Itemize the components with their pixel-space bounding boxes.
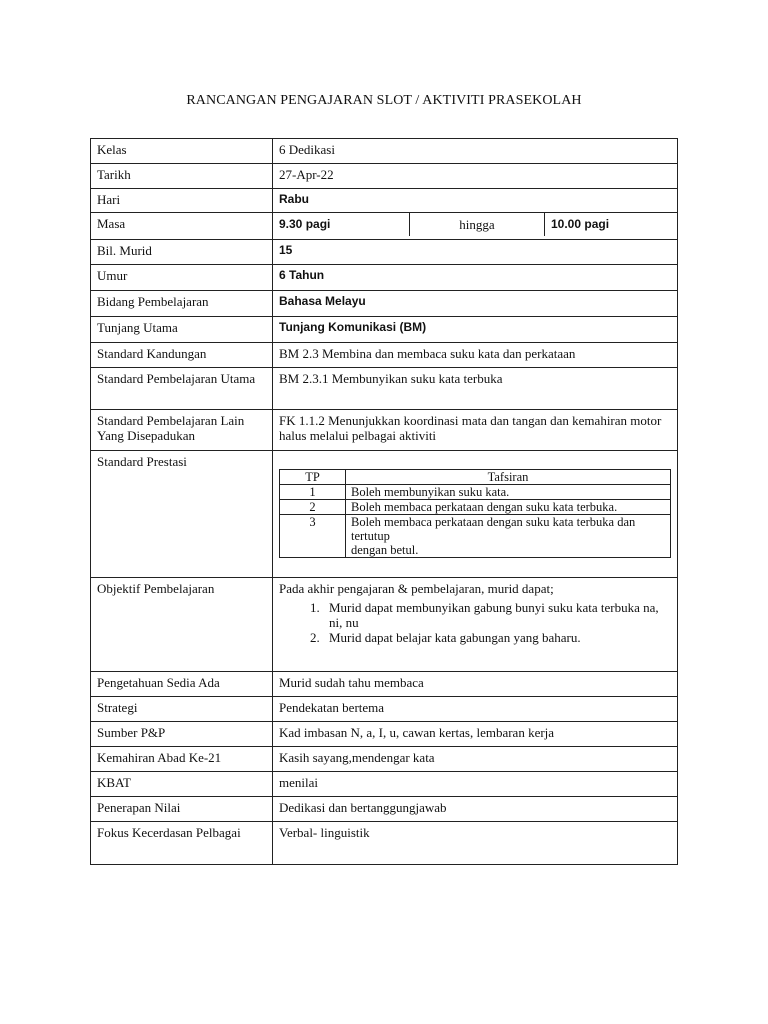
- label-fokus: Fokus Kecerdasan Pelbagai: [91, 822, 273, 865]
- label-sumber: Sumber P&P: [91, 722, 273, 747]
- value-standard-prestasi: [273, 451, 678, 578]
- tp-description: Boleh membunyikan suku kata.: [346, 485, 671, 500]
- row-tarikh: [91, 164, 678, 189]
- objektif-intro: Pada akhir pengajaran & pembelajaran, murid dapat;: [279, 581, 554, 596]
- value-kbat: menilai: [273, 772, 678, 797]
- masa-separator: hingga: [410, 213, 545, 236]
- value-pengetahuan: Murid sudah tahu membaca: [273, 672, 678, 697]
- label-pengetahuan: Pengetahuan Sedia Ada: [91, 672, 273, 697]
- objektif-item: 2. Murid dapat belajar kata gabungan yang baharu.: [323, 630, 671, 645]
- lesson-plan-table: [90, 138, 678, 865]
- label-hari: Hari: [91, 189, 273, 213]
- value-bil-murid: 15: [273, 240, 678, 265]
- value-standard-pembelajaran-utama: BM 2.3.1 Membunyikan suku kata terbuka: [273, 368, 678, 410]
- tp-level: 1: [280, 485, 346, 500]
- label-umur: Umur: [91, 265, 273, 291]
- value-strategi: Pendekatan bertema: [273, 697, 678, 722]
- value-standard-pembelajaran-lain: FK 1.1.2 Menunjukkan koordinasi mata dan tangan dan kemahiran motor halus melalui pelbagai aktiviti: [273, 410, 678, 451]
- label-strategi: Strategi: [91, 697, 273, 722]
- row-nilai: [91, 797, 678, 822]
- label-kbat: KBAT: [91, 772, 273, 797]
- label-kemahiran: Kemahiran Abad Ke-21: [91, 747, 273, 772]
- document-title: RANCANGAN PENGAJARAN SLOT / AKTIVITI PRASEKOLAH: [186, 93, 582, 108]
- row-pengetahuan: [91, 672, 678, 697]
- tp-description: Boleh membaca perkataan dengan suku kata terbuka.: [346, 500, 671, 515]
- objektif-list: [279, 600, 671, 645]
- row-masa: [91, 213, 678, 240]
- label-objektif: Objektif Pembelajaran: [91, 578, 273, 672]
- label-masa: Masa: [91, 213, 273, 240]
- label-tunjang: Tunjang Utama: [91, 317, 273, 343]
- row-tunjang: [91, 317, 678, 343]
- label-kelas: Kelas: [91, 139, 273, 164]
- label-standard-kandungan: Standard Kandungan: [91, 343, 273, 368]
- row-strategi: [91, 697, 678, 722]
- standard-prestasi-table: [279, 469, 671, 558]
- value-tunjang: Tunjang Komunikasi (BM): [273, 317, 678, 343]
- value-masa: [273, 213, 678, 240]
- tp-description-line: dengan betul.: [351, 543, 419, 557]
- label-standard-pembelajaran-lain: Standard Pembelajaran Lain Yang Disepadukan: [91, 410, 273, 451]
- row-objektif: [91, 578, 678, 672]
- row-hari: [91, 189, 678, 213]
- tp-row: [280, 485, 671, 500]
- row-fokus: [91, 822, 678, 865]
- value-umur: 6 Tahun: [273, 265, 678, 291]
- masa-subtable: [273, 213, 677, 236]
- tp-level: 2: [280, 500, 346, 515]
- value-standard-kandungan: BM 2.3 Membina dan membaca suku kata dan perkataan: [273, 343, 678, 368]
- row-sumber: [91, 722, 678, 747]
- value-nilai: Dedikasi dan bertanggungjawab: [273, 797, 678, 822]
- masa-end: 10.00 pagi: [545, 213, 678, 236]
- row-kemahiran: [91, 747, 678, 772]
- value-kemahiran: Kasih sayang,mendengar kata: [273, 747, 678, 772]
- tp-level: 3: [280, 515, 346, 558]
- value-kelas: 6 Dedikasi: [273, 139, 678, 164]
- row-kbat: [91, 772, 678, 797]
- tp-row: [280, 500, 671, 515]
- tp-header-row: [280, 470, 671, 485]
- label-bil-murid: Bil. Murid: [91, 240, 273, 265]
- value-sumber: Kad imbasan N, a, I, u, cawan kertas, lembaran kerja: [273, 722, 678, 747]
- masa-start: 9.30 pagi: [279, 217, 331, 231]
- value-fokus: Verbal- linguistik: [273, 822, 678, 865]
- value-bidang: Bahasa Melayu: [273, 291, 678, 317]
- row-bil-murid: [91, 240, 678, 265]
- row-standard-pembelajaran-utama: [91, 368, 678, 410]
- value-tarikh: 27-Apr-22: [273, 164, 678, 189]
- row-standard-pembelajaran-lain: [91, 410, 678, 451]
- tp-row: [280, 515, 671, 558]
- label-standard-prestasi: Standard Prestasi: [91, 451, 273, 578]
- tp-description-line: Boleh membaca perkataan dengan suku kata terbuka dan tertutup: [351, 515, 636, 543]
- label-standard-pembelajaran-utama: Standard Pembelajaran Utama: [91, 368, 273, 410]
- row-umur: [91, 265, 678, 291]
- row-standard-kandungan: [91, 343, 678, 368]
- label-nilai: Penerapan Nilai: [91, 797, 273, 822]
- objektif-item: 1. Murid dapat membunyikan gabung bunyi suku kata terbuka na, ni, nu: [323, 600, 671, 630]
- tafsiran-header: Tafsiran: [346, 470, 671, 485]
- value-objektif: [273, 578, 678, 672]
- tp-description: [346, 515, 671, 558]
- value-hari: Rabu: [273, 189, 678, 213]
- label-tarikh: Tarikh: [91, 164, 273, 189]
- row-standard-prestasi: [91, 451, 678, 578]
- row-kelas: [91, 139, 678, 164]
- tp-header: TP: [280, 470, 346, 485]
- label-bidang: Bidang Pembelajaran: [91, 291, 273, 317]
- row-bidang: [91, 291, 678, 317]
